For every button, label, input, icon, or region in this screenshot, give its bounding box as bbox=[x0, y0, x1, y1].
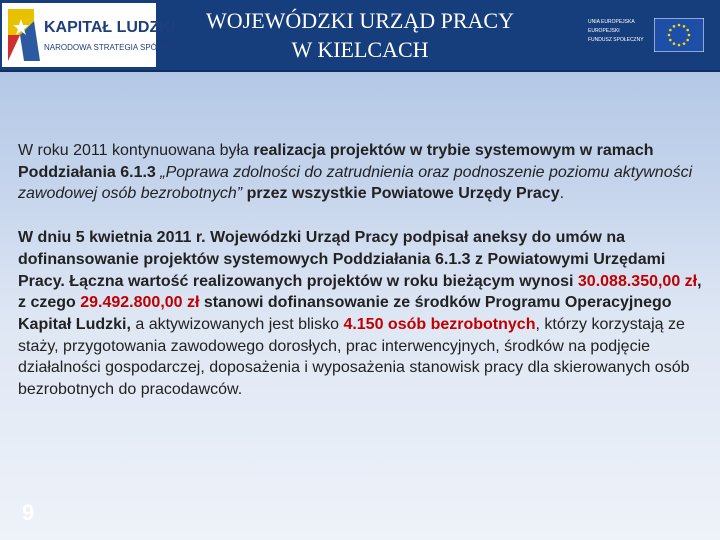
eu-star-icon bbox=[669, 29, 672, 32]
p2-bold-1: W dniu 5 kwietnia 2011 r. Wojewódzki Urząd Pracy podpisał aneksy do umów na dofinansowanie projektów systemowych Poddziałania 6.1.3 z Powiatowymi Urzędami Pracy. Łączna wartość realizowanych projektów w roku bieżącym wynosi bbox=[18, 229, 666, 290]
title-line-2: W KIELCACH bbox=[291, 37, 429, 62]
p2-unemployed-count: 4.150 osób bezrobotnych bbox=[343, 315, 536, 333]
logo-sub-text: NARODOWA STRATEGIA SPÓJNOŚCI bbox=[44, 43, 187, 52]
eu-star-icon bbox=[688, 34, 691, 37]
eu-text-line-2: EUROPEJSKI bbox=[588, 28, 620, 34]
p2-amount-cofinancing: 29.492.800,00 zł bbox=[80, 294, 200, 312]
eu-star-icon bbox=[686, 29, 689, 32]
eu-star-icon bbox=[686, 39, 689, 42]
page-title bbox=[160, 6, 560, 64]
p1-text-1: W roku 2011 kontynuowana była bbox=[18, 142, 254, 159]
logo-main-text: KAPITAŁ LUDZKI bbox=[44, 19, 176, 36]
eu-star-icon bbox=[673, 42, 676, 45]
eu-logo-text bbox=[588, 18, 652, 45]
eu-star-icon bbox=[683, 42, 686, 45]
eu-text-line-3: FUNDUSZ SPOŁECZNY bbox=[588, 37, 644, 43]
eu-flag-icon bbox=[654, 18, 704, 52]
p1-bold-1: realizacja projektów w trybie systemowym w ramach Poddziałania 6.1.3 bbox=[18, 142, 654, 181]
eu-star-icon bbox=[678, 24, 681, 27]
star-logo-icon bbox=[4, 7, 44, 63]
eu-text-line-1: UNIA EUROPEJSKA bbox=[588, 19, 635, 25]
p2-amount-total: 30.088.350,00 zł bbox=[577, 272, 698, 290]
p2-text-1: a aktywizowanych jest blisko bbox=[130, 315, 344, 333]
p1-bold-2: przez wszystkie Powiatowe Urzędy Pracy bbox=[242, 185, 560, 203]
eu-star-icon bbox=[669, 39, 672, 42]
p2-bold-2: , z czego bbox=[18, 272, 702, 312]
eu-star-icon bbox=[668, 34, 671, 37]
p2-text-2: , którzy korzystają ze staży, przygotowania zawodowego dorosłych, prac interwencyjnych, środków na podjęcie działalności gospodarczej, doposażenia i wyposażenia stanowisk pracy dla skierowanych osób bezrobotnych do pracodawców. bbox=[18, 315, 690, 399]
p2-bold-3: stanowi dofinansowanie ze środków Programu Operacyjnego Kapitał Ludzki, bbox=[18, 294, 672, 333]
p1-italic-quote: „Poprawa zdolności do zatrudnienia oraz podnoszenie poziomu aktywności zawodowej osób bezrobotnych” bbox=[18, 163, 693, 203]
header-bar bbox=[0, 0, 720, 72]
eu-star-icon bbox=[678, 44, 681, 47]
eu-logo bbox=[588, 16, 708, 56]
title-line-1: WOJEWÓDZKI URZĄD PRACY bbox=[206, 8, 514, 33]
paragraph-2 bbox=[18, 227, 704, 401]
kapital-ludzki-logo bbox=[2, 3, 187, 67]
p1-text-2: . bbox=[559, 185, 565, 203]
paragraph-1 bbox=[18, 140, 704, 205]
page-number: 9 bbox=[22, 500, 35, 525]
main-content bbox=[18, 140, 704, 401]
eu-star-icon bbox=[673, 25, 676, 28]
eu-star-icon bbox=[683, 25, 686, 28]
